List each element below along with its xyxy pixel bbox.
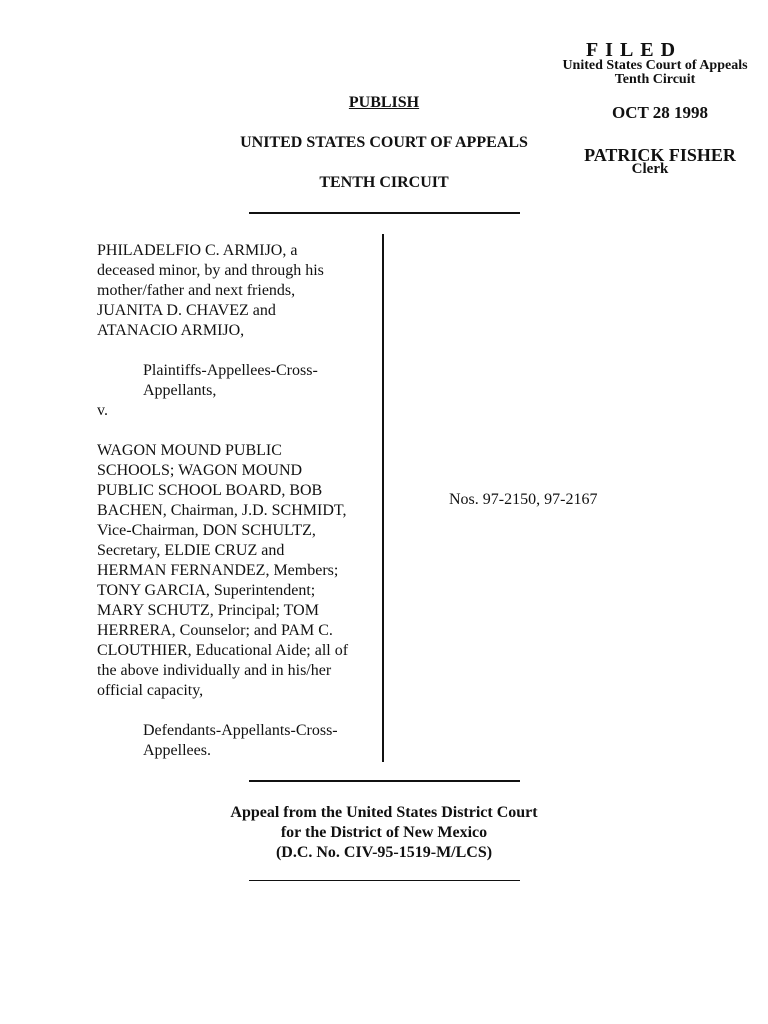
docket-number: (D.C. No. CIV-95-1519-M/LCS) [275, 844, 493, 861]
caption-line: CLOUTHIER, Educational Aide; all of [97, 642, 349, 659]
role-line: Appellees. [143, 742, 211, 759]
circuit-name: TENTH CIRCUIT [319, 174, 449, 191]
appeal-bottom-rule [249, 880, 520, 881]
role-line: Plaintiffs-Appellees-Cross- [143, 362, 318, 379]
caption-divider [382, 234, 384, 762]
caption-line: deceased minor, by and through his [97, 262, 324, 279]
caption-line: Secretary, ELDIE CRUZ and [97, 542, 285, 559]
publish-heading: PUBLISH [348, 94, 420, 111]
court-name: UNITED STATES COURT OF APPEALS [240, 134, 528, 151]
caption-bottom-rule [249, 780, 520, 782]
caption-line: the above individually and in his/her [97, 662, 332, 679]
caption-line: HERMAN FERNANDEZ, Members; [97, 562, 339, 579]
filed-date: OCT 28 1998 [611, 103, 709, 122]
case-caption [97, 241, 381, 761]
caption-line: ATANACIO ARMIJO, [97, 322, 245, 339]
caption-line: BACHEN, Chairman, J.D. SCHMIDT, [97, 502, 347, 519]
role-line: Defendants-Appellants-Cross- [143, 722, 338, 739]
caption-line: SCHOOLS; WAGON MOUND [97, 462, 303, 479]
defendant-parties [97, 441, 381, 701]
filed-stamp-court: United States Court of Appeals [562, 58, 748, 73]
case-numbers: Nos. 97-2150, 97-2167 [449, 491, 598, 508]
filed-stamp-title: FILED [585, 39, 683, 61]
appeal-block [184, 803, 584, 863]
caption-line: mother/father and next friends, [97, 282, 296, 299]
clerk-name: PATRICK FISHER [584, 145, 736, 165]
role-line: Appellants, [143, 382, 217, 399]
spacer [97, 341, 381, 361]
spacer [97, 701, 381, 721]
plaintiff-parties [97, 241, 381, 341]
appeal-line: for the District of New Mexico [280, 824, 488, 841]
header-rule [249, 212, 520, 214]
clerk-title: Clerk [631, 161, 669, 177]
caption-line: MARY SCHUTZ, Principal; TOM [97, 602, 319, 619]
caption-line: PHILADELFIO C. ARMIJO, a [97, 242, 298, 259]
plaintiff-role [97, 361, 381, 401]
caption-line: PUBLIC SCHOOL BOARD, BOB [97, 482, 323, 499]
caption-line: Vice-Chairman, DON SCHULTZ, [97, 522, 316, 539]
caption-line: official capacity, [97, 682, 204, 699]
defendant-role [97, 721, 381, 761]
caption-line: JUANITA D. CHAVEZ and [97, 302, 276, 319]
caption-line: TONY GARCIA, Superintendent; [97, 582, 316, 599]
caption-line: HERRERA, Counselor; and PAM C. [97, 622, 333, 639]
caption-line: WAGON MOUND PUBLIC [97, 442, 282, 459]
spacer [97, 421, 381, 441]
filed-stamp-circuit: Tenth Circuit [614, 72, 696, 87]
versus: v. [97, 402, 108, 419]
appeal-line: Appeal from the United States District Court [230, 804, 538, 821]
